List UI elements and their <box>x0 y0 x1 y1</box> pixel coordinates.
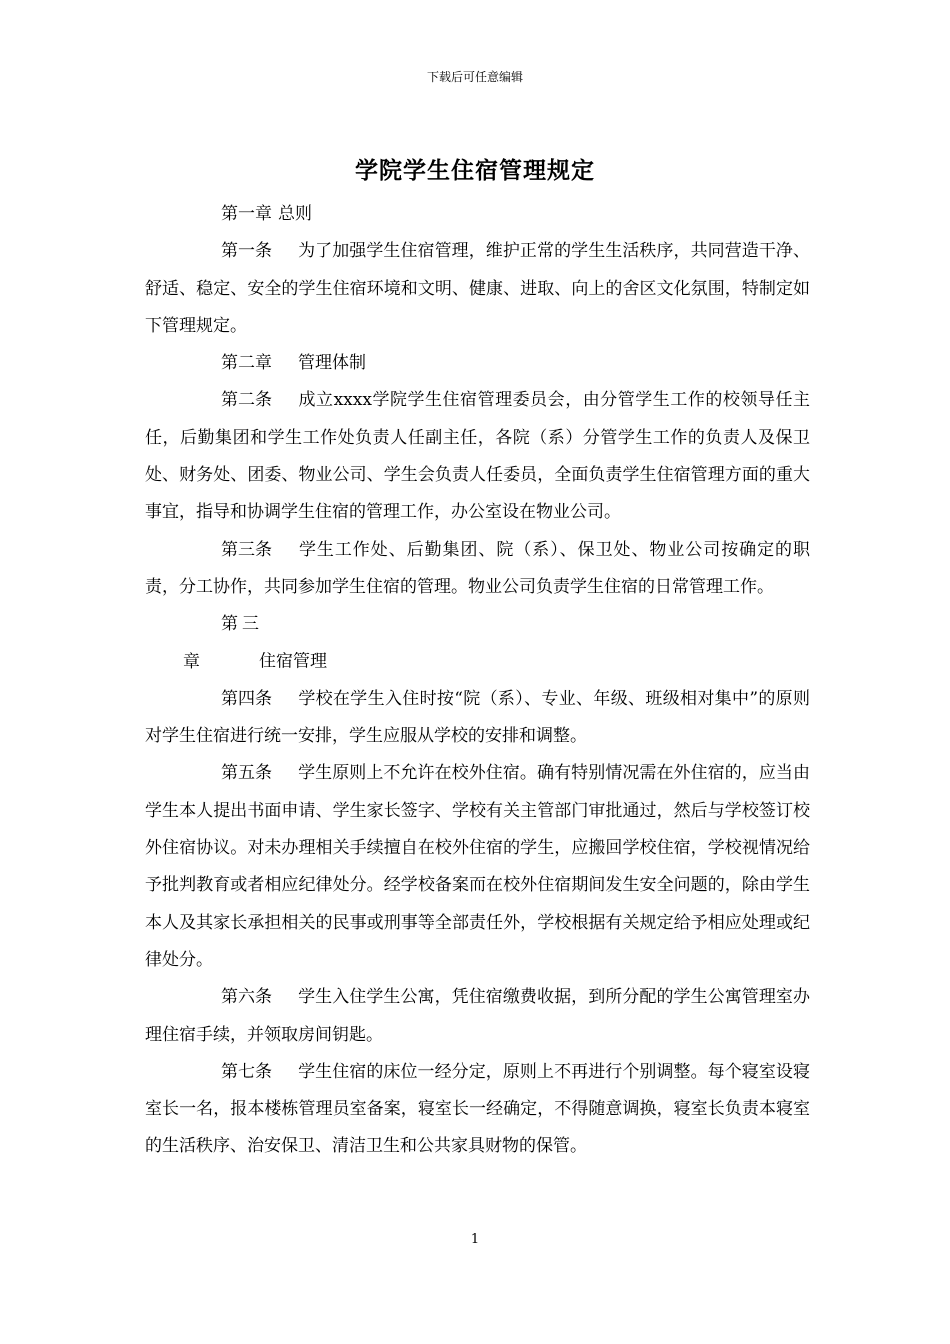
article-text: 学生入住学生公寓，凭住宿缴费收据，到所分配的学生公寓管理室办理住宿手续，并领取房间钥匙。 <box>145 987 810 1045</box>
article-text: 学生原则上不允许在校外住宿。确有特别情况需在外住宿的，应当由学生本人提出书面申请、学生家长签字、学校有关主管部门审批通过，然后与学校签订校外住宿协议。对未办理相关手续擅自在校外住宿的学生，应搬回学校住宿，学校视情况给予批判教育或者相应纪律处分。经学校备案而在校外住宿期间发生安全问题的，除由学生本人及其家长承担相关的民事或刑事等全部责任外，学校根据有关规定给予相应处理或纪律处分。 <box>145 763 810 970</box>
article <box>145 1054 810 1166</box>
chapter-title: 管理体制 <box>298 353 366 374</box>
article-label: 第五条 <box>221 763 272 784</box>
chapter-heading <box>145 606 810 681</box>
article <box>145 755 810 979</box>
document-body <box>145 196 810 1166</box>
chapter-heading <box>145 196 810 233</box>
article-text: 学生住宿的床位一经分定，原则上不再进行个别调整。每个寝室设寝室长一名，报本楼栋管理员室备案，寝室长一经确定，不得随意调换，寝室长负责本寝室的生活秩序、治安保卫、清洁卫生和公共家具财物的保管。 <box>145 1061 810 1157</box>
article <box>145 979 810 1054</box>
article-label: 第一条 <box>221 241 272 262</box>
article-label: 第六条 <box>221 987 272 1008</box>
chapter-heading <box>145 345 810 382</box>
article <box>145 532 810 607</box>
article <box>145 233 810 345</box>
article-text: 成立xxxx学院学生住宿管理委员会，由分管学生工作的校领导任主任，后勤集团和学生工作处负责人任副主任，各院（系）分管学生工作的负责人及保卫处、财务处、团委、物业公司、学生会负责人任委员，全面负责学生住宿管理方面的重大事宜，指导和协调学生住宿的管理工作，办公室设在物业公司。 <box>145 390 810 523</box>
chapter-label: 第二章 <box>221 353 272 374</box>
article-text: 为了加强学生住宿管理，维护正常的学生生活秩序，共同营造干净、舒适、稳定、安全的学生住宿环境和文明、健康、进取、向上的舍区文化氛围，特制定如下管理规定。 <box>145 241 810 336</box>
chapter-title: 总则 <box>278 204 312 224</box>
article-label: 第三条 <box>221 539 272 560</box>
article-label: 第二条 <box>221 390 272 411</box>
page-header: 下载后可任意编辑 <box>426 70 523 84</box>
chapter-label: 第一章 <box>221 204 272 224</box>
article-text: 学生工作处、后勤集团、院（系）、保卫处、物业公司按确定的职责，分工协作，共同参加学生住宿的管理。物业公司负责学生住宿的日常管理工作。 <box>145 539 810 597</box>
article-label: 第七条 <box>221 1061 272 1082</box>
page-number: 1 <box>470 1232 480 1247</box>
article-label: 第四条 <box>221 688 272 709</box>
document-title: 学院学生住宿管理规定 <box>355 157 595 184</box>
chapter-label: 第三章 <box>183 614 259 672</box>
article <box>145 382 810 531</box>
article <box>145 681 810 756</box>
chapter-title: 住宿管理 <box>259 651 327 672</box>
article-text: 学校在学生入住时按“院（系）、专业、年级、班级相对集中”的原则对学生住宿进行统一安排，学生应服从学校的安排和调整。 <box>145 688 810 747</box>
